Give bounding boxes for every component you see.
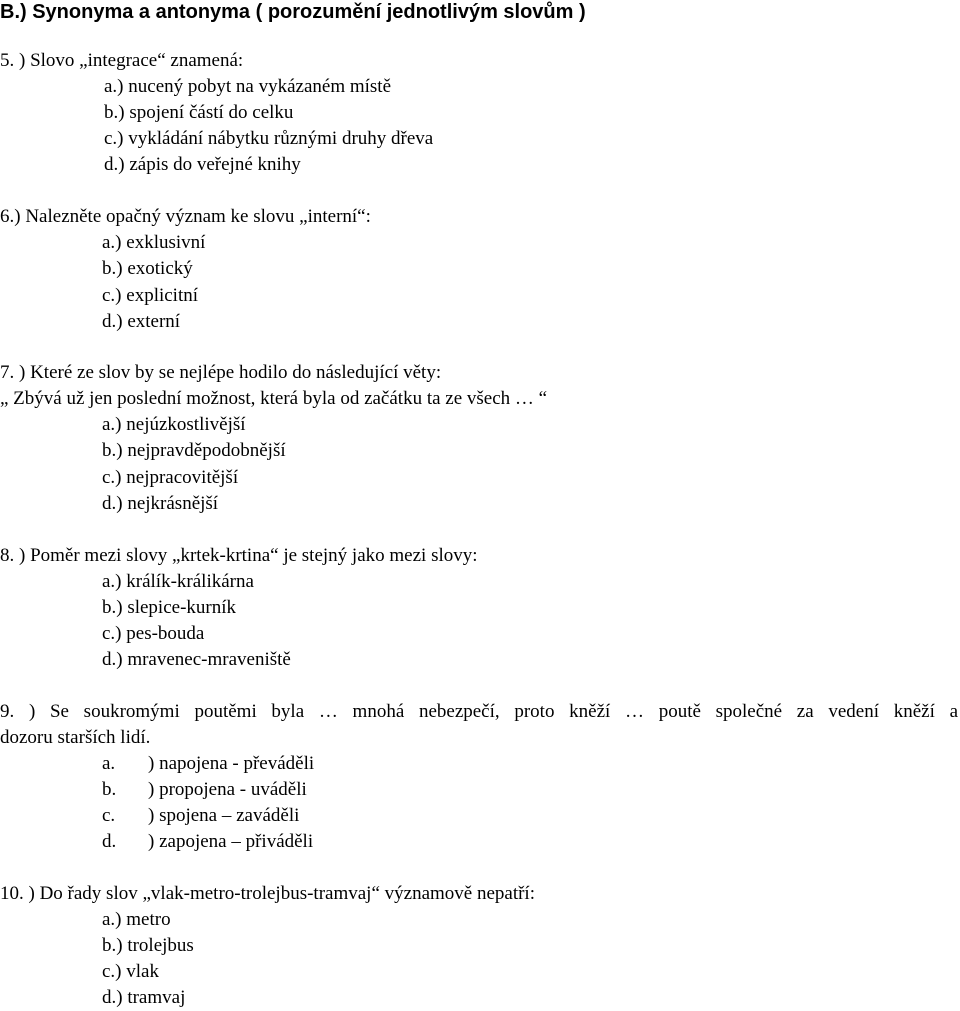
q8-option-b: b.) slepice-kurník [102,597,237,618]
q9-option-a-text: ) napojena - převáděli [148,753,315,774]
q5-option-b: b.) spojení částí do celku [104,102,294,123]
q10-option-a: a.) metro [102,909,171,930]
q10-option-b: b.) trolejbus [102,935,194,956]
q9-option-b [102,779,307,801]
question-9-line-1: 9. ) Se soukromými poutěmi byla … mnohá nebezpečí, proto kněží … poutě společné za vedení kněží a [0,701,958,722]
q9-option-a-letter: a. [102,753,116,774]
q5-option-c: c.) vykládání nábytku různými druhy dřeva [104,128,434,149]
q9-option-c [102,805,299,827]
q9-option-d-text: ) zapojena – přiváděli [148,831,314,852]
question-5: 5. ) Slovo „integrace“ znamená: [0,50,244,71]
question-8: 8. ) Poměr mezi slovy „krtek-krtina“ je stejný jako mezi slovy: [0,545,478,566]
q7-option-a: a.) nejúzkostlivější [102,414,246,435]
q9-option-d [102,831,313,853]
q7-option-c: c.) nejpracovitější [102,467,239,488]
q7-sentence: „ Zbývá už jen poslední možnost, která byla od začátku ta ze všech … “ [0,388,548,409]
q7-option-b: b.) nejpravděpodobnější [102,440,286,461]
question-6: 6.) Nalezněte opačný význam ke slovu „interní“: [0,206,371,227]
q6-option-b: b.) exotický [102,258,193,279]
q6-option-a: a.) exklusivní [102,232,206,253]
q9-option-c-letter: c. [102,805,116,826]
section-title: B.) Synonyma a antonyma ( porozumění jednotlivým slovům ) [0,1,586,23]
q7-option-d: d.) nejkrásnější [102,493,219,514]
q5-option-a: a.) nucený pobyt na vykázaném místě [104,76,392,97]
q9-option-d-letter: d. [102,831,117,852]
question-7: 7. ) Které ze slov by se nejlépe hodilo do následující věty: [0,362,442,383]
question-10: 10. ) Do řady slov „vlak-metro-trolejbus-tramvaj“ významově nepatří: [0,883,535,904]
q9-option-c-text: ) spojena – zaváděli [148,805,300,826]
q6-option-d: d.) externí [102,311,181,332]
q10-option-d: d.) tramvaj [102,987,186,1008]
q9-option-a [102,753,314,775]
q9-option-b-text: ) propojena - uváděli [148,779,307,800]
question-9-line-2: dozoru starších lidí. [0,727,151,748]
q6-option-c: c.) explicitní [102,285,199,306]
q9-option-b-letter: b. [102,779,117,800]
q8-option-a: a.) králík-králikárna [102,571,254,592]
q5-option-d: d.) zápis do veřejné knihy [104,154,301,175]
q8-option-c: c.) pes-bouda [102,623,205,644]
q10-option-c: c.) vlak [102,961,159,982]
q8-option-d: d.) mravenec-mraveniště [102,649,291,670]
